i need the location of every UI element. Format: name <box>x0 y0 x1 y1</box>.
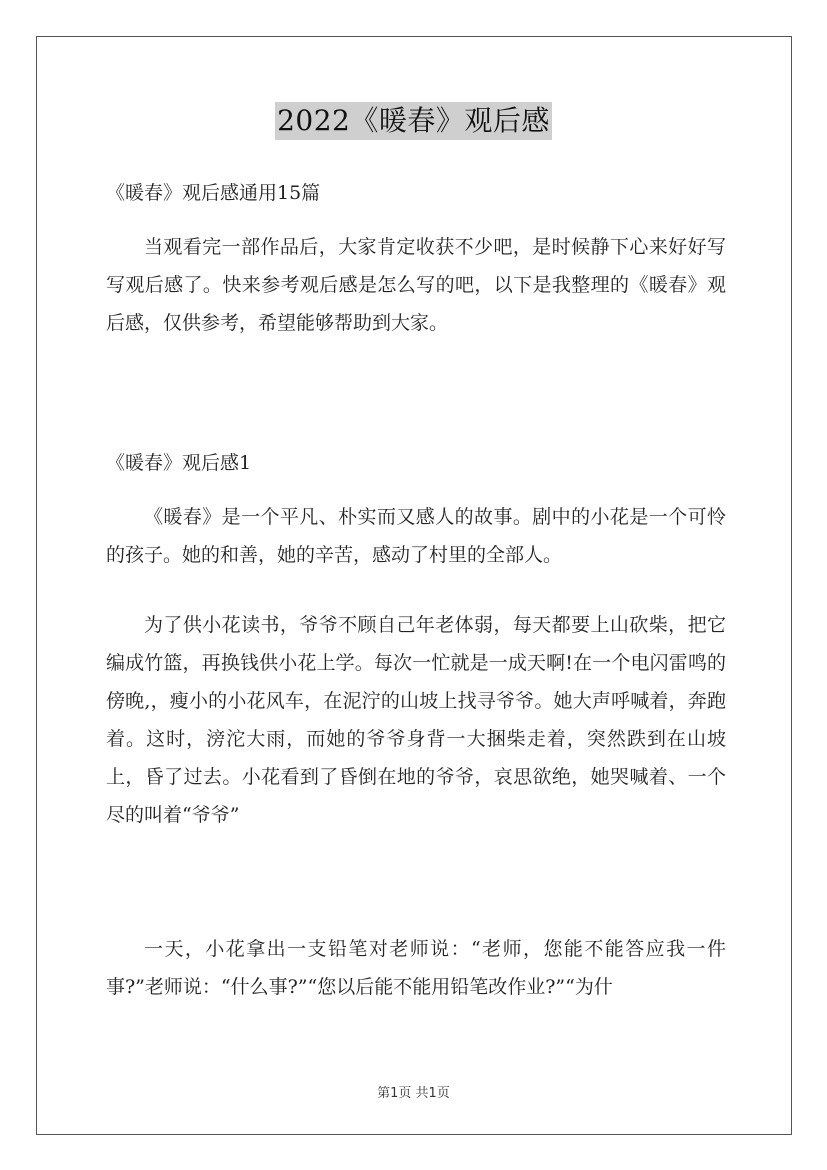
subtitle: 《暖春》观后感通用15篇 <box>106 182 321 204</box>
title-container <box>0 102 827 140</box>
body-paragraph-2: 为了供小花读书，爷爷不顾自己年老体弱，每天都要上山砍柴，把它编成竹篮，再换钱供小花上学。每次一忙就是一成天啊!在一个电闪雷鸣的傍晚,，瘦小的小花风车，在泥泞的山坡上找寻爷爷。她大声呼喊着，奔跑着。这时，滂沱大雨，而她的爷爷身背一大捆柴走着，突然跌到在山坡上，昏了过去。小花看到了昏倒在地的爷爷，哀思欲绝，她哭喊着、一个尽的叫着“爷爷” <box>106 614 726 826</box>
body-paragraph-1: 《暖春》是一个平凡、朴实而又感人的故事。剧中的小花是一个可怜的孩子。她的和善，她的辛苦，感动了村里的全部人。 <box>106 506 726 566</box>
section-heading: 《暖春》观后感1 <box>106 452 252 474</box>
page-title: 2022《暖春》观后感 <box>275 102 552 140</box>
page-footer: 第1页 共1页 <box>377 1086 450 1101</box>
intro-paragraph: 当观看完一部作品后，大家肯定收获不少吧，是时候静下心来好好写写观后感了。快来参考观后感是怎么写的吧，以下是我整理的《暖春》观后感，仅供参考，希望能够帮助到大家。 <box>106 236 726 334</box>
body-paragraph-3: 一天，小花拿出一支铅笔对老师说：“老师，您能不能答应我一件事?”老师说：“什么事?”“您以后能不能用铅笔改作业?”“为什 <box>106 938 726 998</box>
